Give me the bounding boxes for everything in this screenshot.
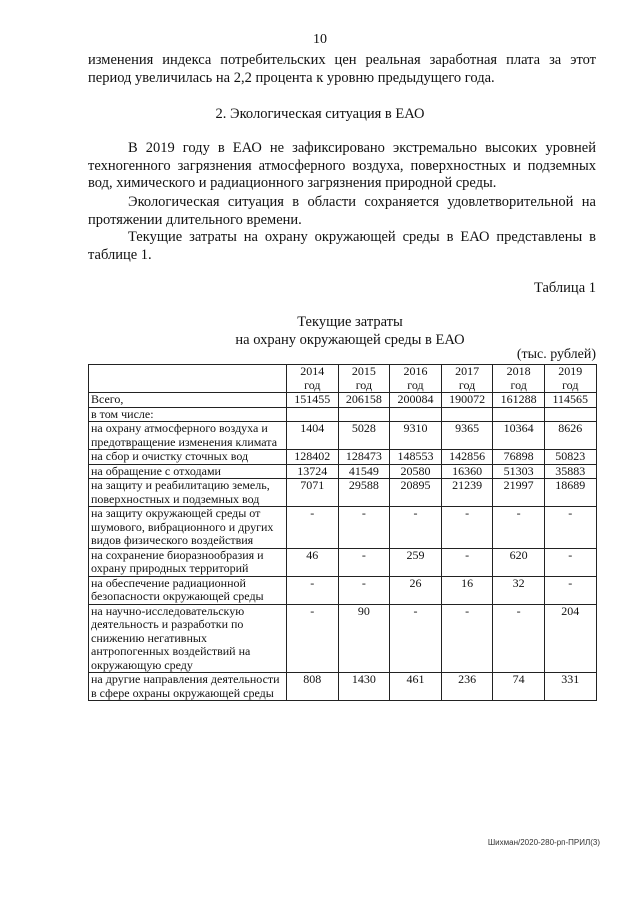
value-cell: 21997 [493,479,545,507]
value-cell: 128402 [287,450,339,465]
value-cell: 236 [441,673,493,701]
year-suffix: год [510,377,527,392]
table-row [89,604,597,673]
paragraph-costs-intro: Текущие затраты на охрану окружающей среды в ЕАО представлены в таблице 1. [88,229,596,263]
value-cell: - [441,604,493,673]
row-label: на защиту и реабилитацию земель, поверхностных и подземных вод [89,479,287,507]
row-label: в том числе: [89,407,287,422]
value-cell [287,407,339,422]
table-row [89,393,597,408]
value-cell: - [441,507,493,549]
row-label: на защиту окружающей среды от шумового, вибрационного и других видов физического воздействия [89,507,287,549]
value-cell: 35883 [544,464,596,479]
value-cell: 808 [287,673,339,701]
value-cell: 1430 [338,673,390,701]
value-cell: 9310 [390,422,442,450]
table-row [89,407,597,422]
table-units: (тыс. рублей) [516,347,596,362]
value-cell: 206158 [338,393,390,408]
value-cell: 74 [493,673,545,701]
table-row [89,507,597,549]
value-cell: - [338,576,390,604]
value-cell: 90 [338,604,390,673]
row-label: на обращение с отходами [89,464,287,479]
table-row [89,576,597,604]
value-cell: 204 [544,604,596,673]
year-value: 2015 [351,364,376,378]
value-cell: 50823 [544,450,596,465]
value-cell: 151455 [287,393,339,408]
value-cell: 620 [493,548,545,576]
table-title-line-1: Текущие затраты [297,314,403,330]
row-label: Всего, [89,393,287,408]
year-value: 2014 [300,364,325,378]
value-cell: - [544,576,596,604]
row-label: на сохранение биоразнообразия и охрану природных территорий [89,548,287,576]
value-cell: 1404 [287,422,339,450]
year-header-2015 [338,365,390,393]
value-cell: - [338,507,390,549]
table-row [89,450,597,465]
costs-table [88,364,597,701]
year-suffix: год [304,377,321,392]
paragraph-ecology-2019: В 2019 году в ЕАО не зафиксировано экстремально высоких уровней техногенного загрязнения атмосферного воздуха, поверхностных и подземных вод, химического и радиационного загрязнения природной среды. [88,140,596,191]
table-row [89,464,597,479]
value-cell: 10364 [493,422,545,450]
value-cell: - [544,507,596,549]
value-cell: 200084 [390,393,442,408]
section-heading: 2. Экологическая ситуация в ЕАО [215,106,425,122]
table-body [89,393,597,701]
value-cell: - [287,507,339,549]
year-header-2018 [493,365,545,393]
year-suffix: год [355,377,373,392]
value-cell: 29588 [338,479,390,507]
year-suffix: год [458,377,476,392]
value-cell: 259 [390,548,442,576]
value-cell: - [441,548,493,576]
table-row [89,548,597,576]
value-cell: 16360 [441,464,493,479]
value-cell: 32 [493,576,545,604]
value-cell: - [493,507,545,549]
paragraph-ecology-stable: Экологическая ситуация в области сохраняется удовлетворительной на протяжении длительного времени. [88,194,596,228]
table-label: Таблица 1 [533,280,596,296]
year-header-2019 [544,365,596,393]
value-cell [338,407,390,422]
value-cell: 114565 [544,393,596,408]
year-value: 2018 [506,364,531,378]
year-header-2016 [390,365,442,393]
document-footer: Шихман/2020-280-рп-ПРИЛ(3) [487,838,600,847]
year-suffix: год [562,377,579,392]
value-cell: 148553 [390,450,442,465]
year-value: 2016 [403,364,428,378]
table-header-row [89,365,597,393]
value-cell: - [390,604,442,673]
value-cell [544,407,596,422]
value-cell: - [338,548,390,576]
value-cell: 5028 [338,422,390,450]
value-cell: 16 [441,576,493,604]
year-value: 2019 [558,364,583,378]
row-label: на научно-исследовательскую деятельность и разработки по снижению негативных антропогенных воздействий на окружающую среду [89,604,287,673]
value-cell [390,407,442,422]
value-cell: 461 [390,673,442,701]
table-row [89,479,597,507]
page-number: 10 [313,32,327,47]
value-cell: 8626 [544,422,596,450]
table-row [89,673,597,701]
value-cell: 9365 [441,422,493,450]
value-cell: - [493,604,545,673]
value-cell: - [544,548,596,576]
value-cell: 46 [287,548,339,576]
value-cell: 20895 [390,479,442,507]
value-cell: 51303 [493,464,545,479]
value-cell: 18689 [544,479,596,507]
row-label: на охрану атмосферного воздуха и предотвращение изменения климата [89,422,287,450]
value-cell: 21239 [441,479,493,507]
value-cell: 7071 [287,479,339,507]
value-cell: - [287,604,339,673]
row-label: на обеспечение радиационной безопасности окружающей среды [89,576,287,604]
year-header-2017 [441,365,493,393]
value-cell: 161288 [493,393,545,408]
value-cell: 20580 [390,464,442,479]
value-cell: 76898 [493,450,545,465]
value-cell: - [390,507,442,549]
row-label: на сбор и очистку сточных вод [89,450,287,465]
table-header-empty [89,365,287,393]
value-cell: 41549 [338,464,390,479]
row-label: на другие направления деятельности в сфере охраны окружающей среды [89,673,287,701]
year-header-2014 [287,365,339,393]
value-cell: - [287,576,339,604]
year-value: 2017 [455,364,480,378]
value-cell: 142856 [441,450,493,465]
year-suffix: год [407,377,424,392]
value-cell: 190072 [441,393,493,408]
value-cell: 26 [390,576,442,604]
value-cell: 331 [544,673,596,701]
value-cell [493,407,545,422]
table-title-line-2: на охрану окружающей среды в ЕАО [235,331,465,348]
table-row [89,422,597,450]
value-cell: 128473 [338,450,390,465]
intro-paragraph: изменения индекса потребительских цен реальная заработная плата за этот период увеличилась на 2,2 процента к уровню предыдущего года. [88,52,596,86]
table-title [210,314,490,349]
value-cell: 13724 [287,464,339,479]
value-cell [441,407,493,422]
